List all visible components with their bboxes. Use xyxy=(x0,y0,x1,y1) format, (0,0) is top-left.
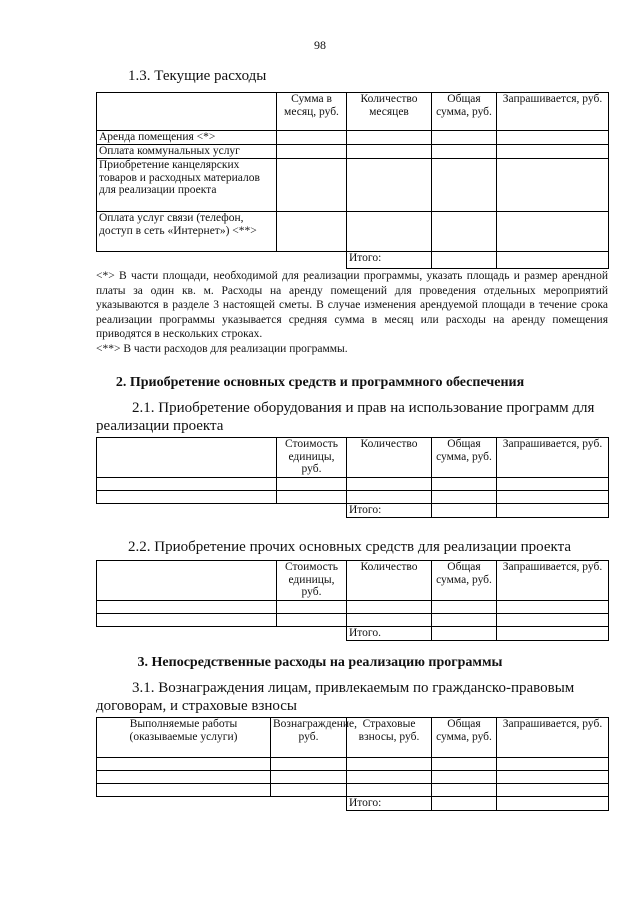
table-cell xyxy=(347,491,432,504)
empty-cell xyxy=(271,797,347,811)
table-cell xyxy=(347,131,432,145)
table-cell xyxy=(97,758,271,771)
header-quantity: Количество xyxy=(347,561,432,601)
total-row xyxy=(97,252,609,269)
current-expenses-table xyxy=(96,92,609,269)
table-row xyxy=(97,784,609,797)
table-row xyxy=(97,758,609,771)
table-cell xyxy=(347,758,432,771)
header-cell xyxy=(97,561,277,601)
header-unit-cost: Стоимость единицы, руб. xyxy=(277,438,347,478)
contract-fees-table xyxy=(96,717,609,811)
total-label: Итого: xyxy=(347,797,432,811)
table-cell xyxy=(497,784,609,797)
page-number: 98 xyxy=(314,38,326,52)
other-assets-table xyxy=(96,560,609,641)
table-cell xyxy=(97,491,277,504)
table-row xyxy=(97,771,609,784)
empty-cell xyxy=(97,797,271,811)
header-remuneration: Вознаграждение, руб. xyxy=(271,718,347,758)
table-cell xyxy=(432,145,497,159)
row-label: Оплата коммунальных услуг xyxy=(97,145,277,159)
total-row xyxy=(97,627,609,641)
table-cell xyxy=(277,145,347,159)
table-cell xyxy=(432,601,497,614)
table-header-row xyxy=(97,438,609,478)
table-header-row xyxy=(97,93,609,131)
header-monthly-sum: Сумма в месяц, руб. xyxy=(277,93,347,131)
empty-cell xyxy=(277,504,347,518)
table-cell xyxy=(277,131,347,145)
table-cell xyxy=(497,478,609,491)
equipment-table xyxy=(96,437,609,518)
footnote-2: <**> В части расходов для реализации программы. xyxy=(96,343,348,355)
table-cell xyxy=(97,601,277,614)
total-cell xyxy=(497,252,609,269)
row-label: Аренда помещения <*> xyxy=(97,131,277,145)
table-cell xyxy=(432,131,497,145)
table-header-row xyxy=(97,561,609,601)
header-cell xyxy=(97,438,277,478)
table-cell xyxy=(347,478,432,491)
header-insurance: Страховые взносы, руб. xyxy=(347,718,432,758)
table-cell xyxy=(432,784,497,797)
table-cell xyxy=(432,478,497,491)
section-3-title: 3. Непосредственные расходы на реализацию программы xyxy=(137,655,503,670)
total-label: Итого. xyxy=(347,627,432,641)
header-total-sum: Общая сумма, руб. xyxy=(432,93,497,131)
table-cell xyxy=(271,771,347,784)
table-cell xyxy=(97,771,271,784)
footnote-1: <*> В части площади, необходимой для реализации программы, указать площадь и размер арендной платы за один кв. м. Расходы на аренду помещений для проведения отдельных мероприятий указываются в разделе 3 настоящей сметы. В случае изменения арендуемой площади в течение срока реализации программы указывается средняя сумма в месяц или расходы на аренду помещения приводятся в нескольких строках. xyxy=(96,270,608,341)
table-cell xyxy=(497,212,609,252)
table-cell xyxy=(347,784,432,797)
table-cell xyxy=(97,784,271,797)
header-requested: Запрашивается, руб. xyxy=(497,438,609,478)
total-label: Итого: xyxy=(347,504,432,518)
table-cell xyxy=(432,771,497,784)
row-label: Приобретение канцелярских товаров и расходных материалов для реализации проекта xyxy=(97,159,277,212)
table-row xyxy=(97,131,609,145)
table-row xyxy=(97,145,609,159)
table-cell xyxy=(277,601,347,614)
header-unit-cost: Стоимость единицы, руб. xyxy=(277,561,347,601)
table-cell xyxy=(277,212,347,252)
table-row xyxy=(97,212,609,252)
table-row xyxy=(97,601,609,614)
row-label: Оплата услуг связи (телефон, доступ в сеть «Интернет») <**> xyxy=(97,212,277,252)
header-total-sum: Общая сумма, руб. xyxy=(432,438,497,478)
total-label: Итого: xyxy=(347,252,432,269)
table-cell xyxy=(347,771,432,784)
table-cell xyxy=(432,758,497,771)
table-cell xyxy=(432,491,497,504)
empty-cell xyxy=(97,252,277,269)
header-months-count: Количество месяцев xyxy=(347,93,432,131)
table-cell xyxy=(497,614,609,627)
table-cell xyxy=(432,614,497,627)
header-quantity: Количество xyxy=(347,438,432,478)
table-cell xyxy=(497,771,609,784)
table-cell xyxy=(432,159,497,212)
empty-cell xyxy=(277,252,347,269)
table-row xyxy=(97,159,609,212)
total-cell xyxy=(432,504,497,518)
table-cell xyxy=(347,601,432,614)
table-cell xyxy=(277,491,347,504)
table-row xyxy=(97,614,609,627)
table-row xyxy=(97,491,609,504)
total-cell xyxy=(432,252,497,269)
table-row xyxy=(97,478,609,491)
table-header-row xyxy=(97,718,609,758)
empty-cell xyxy=(97,504,277,518)
table-cell xyxy=(497,491,609,504)
header-total-sum: Общая сумма, руб. xyxy=(432,561,497,601)
header-requested: Запрашивается, руб. xyxy=(497,718,609,758)
table-cell xyxy=(432,212,497,252)
table-cell xyxy=(347,159,432,212)
header-works: Выполняемые работы (оказываемые услуги) xyxy=(97,718,271,758)
header-requested: Запрашивается, руб. xyxy=(497,93,609,131)
section-2-title: 2. Приобретение основных средств и программного обеспечения xyxy=(115,375,525,390)
empty-cell xyxy=(97,627,277,641)
table-cell xyxy=(497,601,609,614)
header-requested: Запрашивается, руб. xyxy=(497,561,609,601)
total-cell xyxy=(497,504,609,518)
empty-cell xyxy=(277,627,347,641)
table-cell xyxy=(347,145,432,159)
table-cell xyxy=(347,614,432,627)
table-cell xyxy=(277,159,347,212)
table-cell xyxy=(97,614,277,627)
header-cell xyxy=(97,93,277,131)
table-cell xyxy=(497,145,609,159)
table-cell xyxy=(271,758,347,771)
section-3-1-title: 3.1. Вознаграждения лицам, привлекаемым по гражданско-правовым договорам, и страховые взносы xyxy=(96,680,575,714)
table-cell xyxy=(277,478,347,491)
table-cell xyxy=(347,212,432,252)
table-cell xyxy=(271,784,347,797)
section-1-3-title: 1.3. Текущие расходы xyxy=(128,68,267,84)
section-2-2-title: 2.2. Приобретение прочих основных средств для реализации проекта xyxy=(128,539,572,555)
total-cell xyxy=(497,797,609,811)
total-row xyxy=(97,504,609,518)
table-cell xyxy=(497,159,609,212)
header-total-sum: Общая сумма, руб. xyxy=(432,718,497,758)
table-cell xyxy=(497,758,609,771)
section-2-1-title: 2.1. Приобретение оборудования и прав на использование программ для реализации проекта xyxy=(96,400,595,434)
total-cell xyxy=(432,797,497,811)
total-cell xyxy=(497,627,609,641)
total-row xyxy=(97,797,609,811)
total-cell xyxy=(432,627,497,641)
table-cell xyxy=(277,614,347,627)
table-cell xyxy=(497,131,609,145)
table-cell xyxy=(97,478,277,491)
